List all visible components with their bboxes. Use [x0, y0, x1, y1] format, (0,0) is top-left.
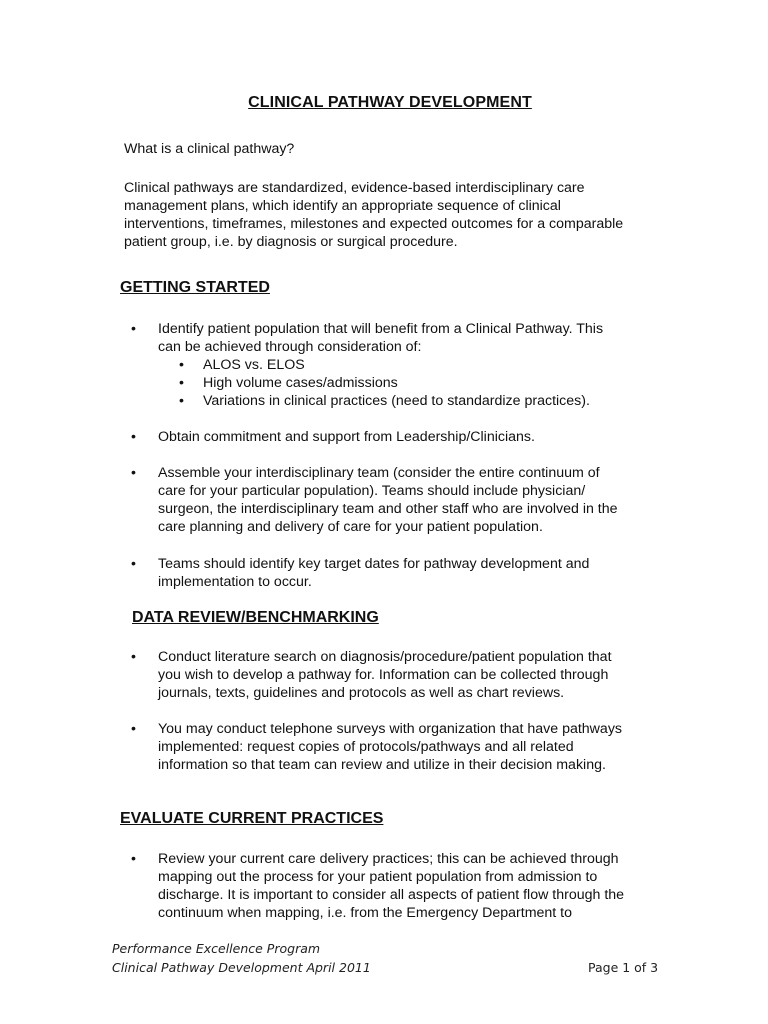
section-heading-getting-started: GETTING STARTED [120, 279, 270, 296]
list-item-line: Conduct literature search on diagnosis/procedure/patient population that [158, 649, 612, 665]
list-item-text: Obtain commitment and support from Leadership/Clinicians. [158, 429, 535, 445]
list-item [131, 648, 671, 702]
page-title: CLINICAL PATHWAY DEVELOPMENT [248, 94, 532, 111]
footer-program: Performance Excellence Program [112, 941, 321, 956]
intro-paragraph [124, 179, 664, 251]
list-item-text [158, 555, 671, 591]
section-heading-data-review: DATA REVIEW/BENCHMARKING [132, 609, 379, 626]
list-item [131, 320, 671, 410]
bullet-icon: • [179, 357, 184, 373]
list-item [131, 720, 671, 774]
list-item-line: journals, texts, guidelines and protocols as well as chart reviews. [158, 685, 565, 701]
list-item-text [158, 648, 671, 702]
list-item-line: implemented: request copies of protocols/pathways and all related [158, 739, 574, 755]
section-heading-evaluate: EVALUATE CURRENT PRACTICES [120, 810, 384, 827]
intro-line: Clinical pathways are standardized, evidence-based interdisciplinary care [124, 180, 585, 196]
sub-list-item-text: ALOS vs. ELOS [203, 357, 305, 373]
intro-line: management plans, which identify an appropriate sequence of clinical [124, 198, 561, 214]
sub-list-item [179, 392, 671, 410]
bullet-icon: • [131, 649, 136, 665]
list-item-line: can be achieved through consideration of: [158, 339, 422, 355]
list-item-line: Teams should identify key target dates for pathway development and [158, 556, 590, 572]
sub-list-item-text: High volume cases/admissions [203, 375, 398, 391]
sub-list-item [179, 356, 671, 374]
intro-question: What is a clinical pathway? [124, 141, 295, 157]
intro-line: interventions, timeframes, milestones and expected outcomes for a comparable [124, 216, 624, 232]
list-item [131, 428, 671, 446]
list-item-text [158, 320, 671, 410]
list-item-line: discharge. It is important to consider all aspects of patient flow through the [158, 887, 625, 903]
bullet-icon: • [131, 465, 136, 481]
list-item-text [158, 464, 671, 536]
bullet-icon: • [179, 375, 184, 391]
list-item-text [158, 850, 671, 922]
list-item-line: care for your particular population). Teams should include physician/ [158, 483, 586, 499]
list-item-line: implementation to occur. [158, 574, 312, 590]
bullet-icon: • [131, 321, 136, 337]
footer-document-line: Clinical Pathway Development April 2011 [112, 960, 371, 975]
list-item-line: surgeon, the interdisciplinary team and other staff who are involved in the [158, 501, 618, 517]
sub-list-item [179, 374, 671, 392]
list-item-text [158, 720, 671, 774]
intro-line: patient group, i.e. by diagnosis or surgical procedure. [124, 234, 458, 250]
list-item-line: Assemble your interdisciplinary team (consider the entire continuum of [158, 465, 600, 481]
list-item [131, 464, 671, 536]
bullet-icon: • [131, 721, 136, 737]
bullet-icon: • [131, 429, 136, 445]
list-item-line: continuum when mapping, i.e. from the Emergency Department to [158, 905, 573, 921]
list-item-line: you wish to develop a pathway for. Information can be collected through [158, 667, 609, 683]
bullet-icon: • [179, 393, 184, 409]
bullet-icon: • [131, 556, 136, 572]
list-item-line: Identify patient population that will benefit from a Clinical Pathway. This [158, 321, 604, 337]
list-item-line: mapping out the process for your patient population from admission to [158, 869, 598, 885]
sub-list-item-text: Variations in clinical practices (need to standardize practices). [203, 393, 590, 409]
bullet-icon: • [131, 851, 136, 867]
list-item [131, 850, 671, 922]
list-item-line: information so that team can review and utilize in their decision making. [158, 757, 606, 773]
list-item-line: Review your current care delivery practices; this can be achieved through [158, 851, 619, 867]
footer-page-number: Page 1 of 3 [588, 960, 659, 975]
list-item [131, 555, 671, 591]
list-item-line: You may conduct telephone surveys with organization that have pathways [158, 721, 623, 737]
list-item-line: care planning and delivery of care for your patient population. [158, 519, 543, 535]
